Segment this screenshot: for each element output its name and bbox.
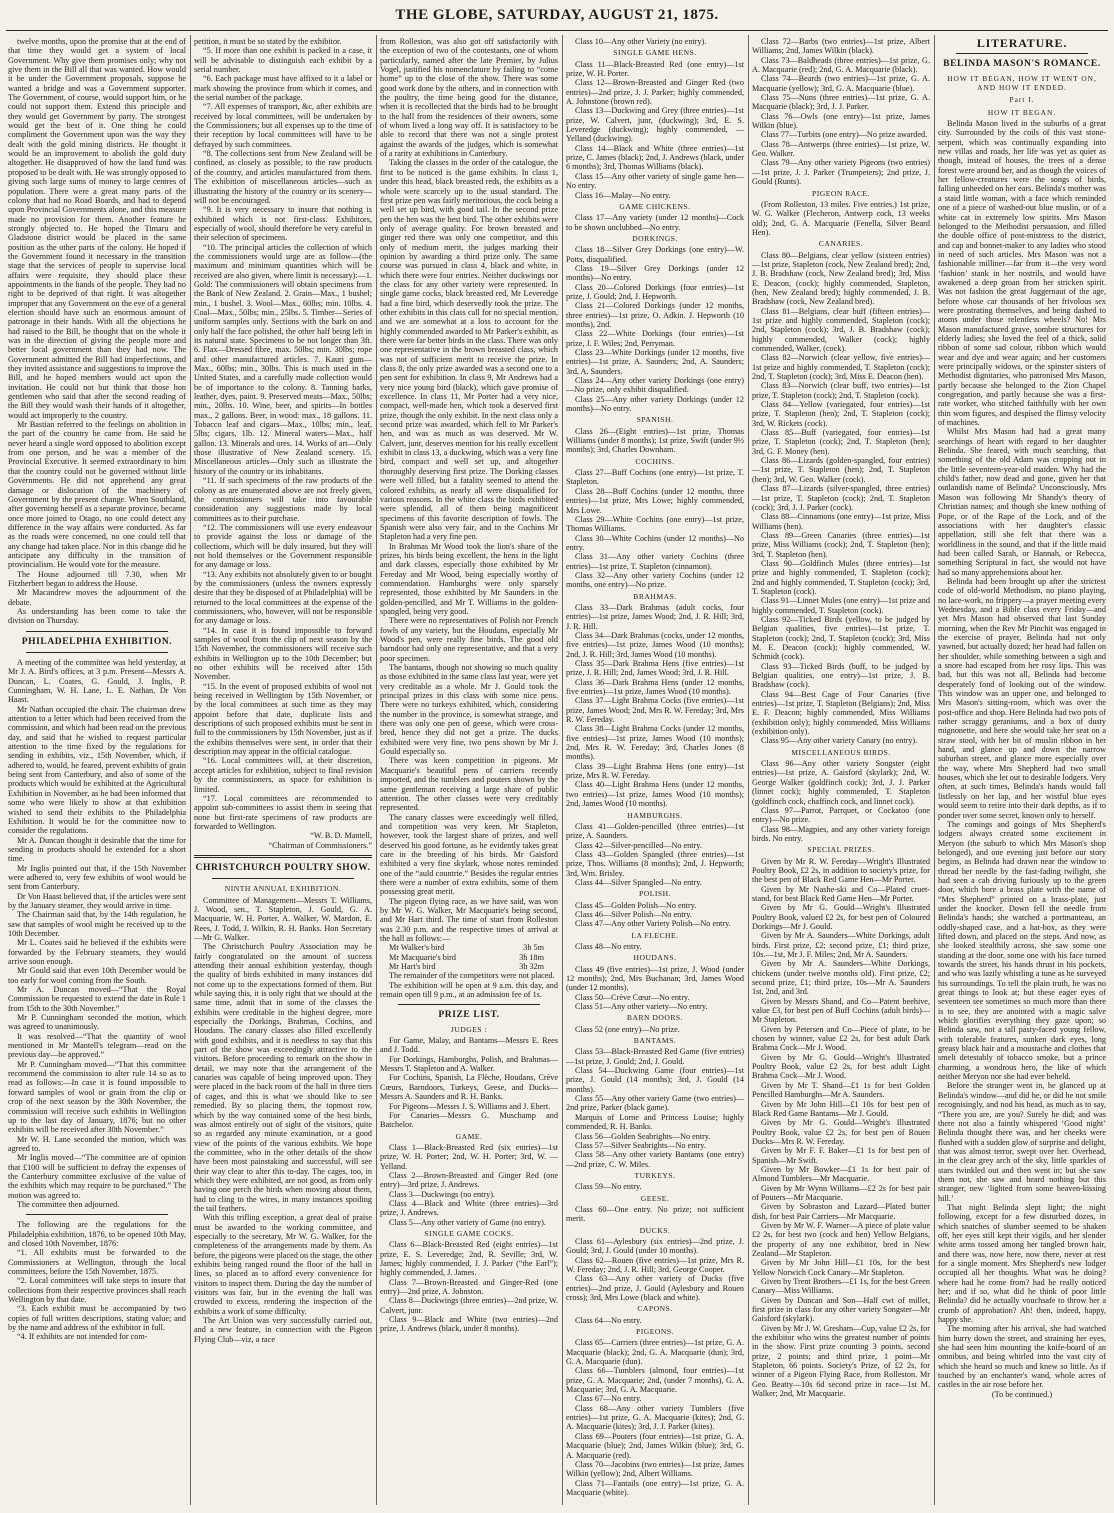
paragraph: Class 79—Any other variety Pigeons (two entries)—1st prize, J. J. Parker (Trumpeters); 2nd prize, J. Gould (Runts). bbox=[752, 158, 930, 187]
paragraph: The remainder of the competitors were not placed. bbox=[389, 971, 555, 981]
paragraph: Class 43—Golden Spangled (three entries)—1st prize, Thos. Williams (8 months); 2nd, J. Hepworth; 3rd, Wm. Brisley. bbox=[566, 849, 744, 878]
paragraph: Class 81—Belgians, clear buff (fifteen entries)—1st prize and highly commended, Stapleton (cock); 2nd, Stapleton (cock); 3rd, J. B. Bradshaw (cock); highly commended, Walker (cock); highly commended, Walker, (cock). bbox=[752, 306, 930, 353]
race-time-row bbox=[380, 943, 558, 952]
paragraph: Class 75—Nuns (three entries)—1st prize, G. A. Macquarie (black); 3rd, J. J. Parker. bbox=[752, 93, 930, 112]
paragraph: Class 36—Dark Brahma Hens (under 12 months, five entries)—1st prize, James Wood (10 months). bbox=[566, 677, 744, 697]
paragraph: Mr Nathan occupied the chair. The chairman drew attention to a letter which had been received from the commission, and which had been read on the previous day, and said that he wished to request particular attention to the time fixed by the regulations for sending in exhibits, viz., 15th November, which, if adhered to, would, he feared, prevent exhibits of grain being sent from Canterbury, and also of some of the products which would be exhibited at the Agricultural Exhibition in November, as he had been informed that some who were likely to show at that exhibition wished to send their exhibits to the Philadelphia Exhibition. It would be for the committee now to consider the regulations. bbox=[8, 704, 186, 836]
category-heading: JUDGES : bbox=[450, 1024, 488, 1034]
paragraph: Class 54—Duckwing Game (four entries)—1st prize, J. Gould (14 months); 3rd, J. Gould (14 months). bbox=[566, 1066, 744, 1094]
race-time: 3h 32m bbox=[519, 962, 544, 972]
paragraph: Mr Inglis moved—“The committee are of opinion that £100 will be sufficient to defray the expenses of the Canterbury committee exclusive of the value of the exhibits which may require to be purchased.” The motion was agreed to. bbox=[8, 1153, 186, 1200]
paragraph: Class 86—Lizards (golden-spangled, four entries)—1st prize, T. Stapleton (hen); 2nd, T. Stapleton (hen); 3rd, W. Geo. Walker (cock). bbox=[752, 456, 930, 484]
paragraph: There were no representatives of Polish nor French fowls of any variety, but the Houdans, especially Mr Wood's pen, were really fine birds. The good old barndoor had only one representative, and that a very poor specimen. bbox=[380, 616, 558, 663]
paragraph: Mr A. Duncan thought it desirable that the time for sending in products should be extended for a short time. bbox=[8, 835, 186, 864]
paragraph: “15. In the event of proposed exhibits of wool not being received in Wellington by 15th November, or by the local committees at such time as they may appoint before that date, duplicate lists and descriptions of such proposed exhibits must be sent in full to the commissioners by 15th November, just as if the exhibits themselves were sent, in order that their description may appear in the official catalogue. bbox=[194, 681, 372, 757]
paragraph: Given by Mr T. Shand—£1 1s for best Golden Pencilled Hamburghs—Mr A. Saunders. bbox=[752, 1080, 930, 1100]
category-heading: PIGEON RACE. bbox=[812, 188, 870, 198]
paragraph: Class 85—Buff (variegated, four entries)—1st prize, T. Stapleton (cock); 2nd, T. Stapleton (hen); 3rd, G. F. Money (hen). bbox=[752, 428, 930, 456]
category-heading: DORKINGS. bbox=[632, 233, 678, 243]
paragraph: Class 90—Goldfinch Mules (three entries)—1st prize and highly commended, T. Stapleton (cock); 2nd and highly commended, T. Stapleton (cock); 3rd, T. Stapleton (cock). bbox=[752, 558, 930, 596]
paragraph: Class 29—White Cochins (one entry)—1st prize, Thomas Williams. bbox=[566, 514, 744, 534]
paragraph: Class 92—Ticked Birds (yellow, to be judged by Belgian qualities, five entries)—1st prize, T. Stapleton (cock); 2nd, T. Stapleton (cock); 3rd, Miss M. E. Deacon (cock); highly commended, W. Schmidt (cock). bbox=[752, 614, 930, 662]
paragraph: Class 27—Buff Cochins (one entry)—1st prize, T. Stapleton. bbox=[566, 468, 744, 487]
paragraph: “13. Any exhibits not absolutely given to or bought by the commissioners (unless the owners expressly desire that they be disposed of at Philadelphia) will be returned to the local committees at the expense of the commissioners, who, however, will not be responsible for any damage or loss. bbox=[194, 569, 372, 626]
paragraph: twelve months, upon the promise that at the end of that time they would get a system of local Government. Why give them promises only; why not give them in the Bill all that was wanted. How would it be under the Government proposals, suppose he wanted a bridge and was a Government supporter. The Government, of course, would support him, or he could not support them. Extend this principle and they would get Government by party. The strongest would get the best of it. One thing he could compliment the Government upon was the way they dealt with the gold mining districts. He thought it would be an improvement to abolish the gold duty altogether. He disapproved of how the land fund was proposed to be dealt with. He was strongly opposed to giving such large sums of money to large centres of population. There were a great many parts of the colony that had no Road Boards, and had to depend upon Provincial Governments alone, and this measure made no provision for them. Another feature he strongly objected to. He hoped the Timaru and Gladstone district would be placed in the same position as the other parts of the colony. He hoped if the Government found it necessary in the transition stage that the services of people to supervise local affairs were requisite, they should place these appointments in the hands of the people. They had no right to be deprived of that right. It was altogether improper that any Government on the eve of a general election should have such an enormous amount of patronage in their hands. With all the objections he had raised to the Bill, he thought that on the whole it was in the direction of giving the people more and better local government than they had now. The Government admitted the Bill had imperfections, and they invited assistance and suggestions to improve the Bill, and he hoped members would act upon the invitation. He could not but think that those hon gentlemen who said that after the second reading of the Bill they would wash their hands of it altogether, would act improperly to the country. bbox=[8, 37, 186, 420]
paragraph: Class 47—Any other Variety Polish—No entry. bbox=[575, 919, 731, 929]
paragraph: “8. The collections sent from New Zealand will be confined, as closely as possible, to the raw products of the country, and articles manufactured from them. The exhibition of miscellaneous articles—such as illustrating the history of the country or its scenery—will not be encouraged. bbox=[194, 149, 372, 205]
paragraph: It was resolved—“That the quantity of wool mentioned in Mr Mantell's telegram—read on the previous day—be approved.” bbox=[8, 1031, 186, 1060]
race-time-row bbox=[380, 962, 558, 971]
paragraph: Class 82—Norwich (clear yellow, five entries)—1st prize and highly commended, T. Stapleton (cock); 2nd, T. Stapleton (cock); 3rd, Miss E. Deacon (hen). bbox=[752, 353, 930, 382]
paragraph: “7. All expenses of transport, &c, after exhibits are received by local committees, will be undertaken by the Commissioners; but all expenses up to the time of their reception by local committees will have to be defrayed by such committees. bbox=[194, 102, 372, 149]
paragraph: The Chairman said that, by the 14th regulation, he saw that samples of wool might be received up to the 10th December. bbox=[8, 910, 186, 938]
paragraph: The committee then adjourned. bbox=[17, 1199, 120, 1209]
paragraph: Class 78—Antwerps (three entries)—1st prize, W. Geo. Walker. bbox=[752, 139, 930, 159]
paragraph: Class 10—Any other Variety (no entry). bbox=[575, 37, 707, 46]
paragraph: Class 58—Any other variety Bantams (one entry)—2nd prize, C. W. Miles. bbox=[566, 1150, 744, 1169]
paragraph: Class 30—White Cochins (under 12 months)—No entry. bbox=[566, 533, 744, 552]
paragraph: Class 16—Malay—No entry. bbox=[575, 190, 671, 200]
paragraph: Class 91—Linnet Mules (one entry)—1st prize and highly commended, T. Stapleton (cock). bbox=[752, 596, 930, 615]
section-rule bbox=[26, 631, 168, 632]
paragraph: The comings and goings of Mrs Shepherd's lodgers always created some excitement in Meryon (the suburb to which Mrs Mason's shop belonged), and one evening just before our story begins, as Belinda had drawn near the window to thread her needle by the fast-fading twilight, she had seen a cab driving furiously up to the green door, which bore a brass plate with the name of “Mrs Shepherd” printed on a brass-plate, just under the knocker. Down fell the needle from Belinda's hands; she watched a portmanteau, an oddly-shaped case, and a hat-box, as they were lifted down, and placed on the steps. And now, as she looked stealthily across, she saw some one standing at the door, some one with his face turned towards the street, his hands thrust in his pockets, and who was lazily whistling a tune as he surveyed his surroundings. To tell the plain truth, he was no great things to look at; but these eager eyes of seventeen see sometimes so much more than there is to see, they are anointed with a magic salve which glorifies everything they gaze upon; so Belinda saw, not a tall pasty-faced young fellow, with tolerable features, sunken dark eyes, long greasy black hair and a moustache and clothes that smelt detestably of tobacco smoke, but a prince charming, a wondrous hero, the like of which neither Meryon nor she had ever beheld. bbox=[938, 819, 1106, 1082]
paragraph: Class 35—Dark Brahma Hens (five entries)—1st prize, J. R. Hill; 2nd, James Wood; 3rd, J. R. Hill. bbox=[566, 659, 744, 678]
paragraph: Class 44—Silver Spangled—No entry. bbox=[575, 877, 702, 887]
race-time: 3h 18m bbox=[519, 952, 544, 962]
paragraph: Class 42—Silver-pencilled—No entry. bbox=[575, 840, 702, 850]
paragraph: Given by Mr Wynn Williams—£2 2s for best pair of Pouters—Mr Macquarie. bbox=[752, 1183, 930, 1202]
paragraph: “3. Each exhibit must be accompanied by two copies of full written descriptions, stating value; and by the name and address of the exhibitor in full. bbox=[8, 1304, 186, 1333]
paragraph: “Chairman of Commissioners.” bbox=[268, 840, 372, 850]
paragraph: Class 57—Silver Seabrights—No entry. bbox=[575, 1140, 706, 1150]
paragraph: Class 48—No entry. bbox=[575, 941, 642, 951]
column-5 bbox=[752, 37, 930, 1503]
paragraph: Given by Mr John Hill—£1 10s, for the best Yellow Norwich Cock Canary—Mr Stapleton. bbox=[752, 1258, 930, 1277]
column-2 bbox=[194, 37, 372, 1503]
paragraph: (To be continued.) bbox=[991, 1389, 1053, 1399]
paragraph: “12. The commissioners will use every endeavour to provide against the loss or damage of the collections, which will be duly insured, but they will not hold themselves or the Government responsible for any damage or loss. bbox=[194, 522, 372, 570]
paragraph: Class 53—Black-Breasted Red Game (five entries)—1st prize, J. Gould; 2nd, J. Gould. bbox=[566, 1047, 744, 1066]
category-heading: SPANISH. bbox=[636, 415, 674, 425]
paragraph: Class 20—Colored Dorkings (four entries)—1st prize, J. Gould; 2nd, J. Hepworth. bbox=[566, 282, 744, 301]
paragraph: Class 94—Best Cage of Four Canaries (five entries)—1st prize, T. Stapleton (Belgians); 2nd, Miss E. F. Deacon; highly commended, Miss Williams (exhibition only); highly commended, Miss Williams (exhibition only). bbox=[752, 689, 930, 737]
paragraph: Class 19—Silver Grey Dorkings (under 12 months)—No entry. bbox=[566, 263, 744, 283]
paragraph: Class 37—Light Brahma Cocks (five entries)—1st prize, James Wood; 2nd, Mrs R. W. Fereday; 3rd, Mrs R. W. Fereday. bbox=[566, 696, 744, 725]
paragraph: Class 89—Green Canaries (three entries)—1st prize, Miss Williams (cock); 2nd, T. Stapleton (hen); 3rd, T. Stapleton (hen). bbox=[752, 530, 930, 559]
paragraph: For Canaries—Messrs G. Muschamp and Batchelor. bbox=[380, 1110, 558, 1130]
paragraph: Class 33—Dark Brahmas (adult cocks, four entries)—1st prize, James Wood; 2nd, J. R. Hill; 3rd, J. R. Hill. bbox=[566, 602, 744, 631]
paragraph: Class 8—Duckwings (three entries)—2nd prize, W. Calvert, junr. bbox=[380, 1296, 558, 1315]
column-1 bbox=[8, 37, 186, 1503]
paragraph: For Pigeons—Messrs J. S. Williams and J. Ebert. bbox=[389, 1101, 551, 1111]
category-heading: COCHINS. bbox=[635, 456, 675, 466]
section-heading: PHILADELPHIA EXHIBITION. bbox=[21, 636, 173, 647]
sub-heading: HOW IT BEGAN, HOW IT WENT ON, AND HOW IT ENDED. bbox=[947, 73, 1097, 93]
category-heading: BARN DOORS. bbox=[626, 1013, 684, 1023]
category-heading: SPECIAL PRIZES. bbox=[807, 845, 875, 855]
paragraph: Before the stranger went in, he glanced up at Belinda's window—and did he, or did he not smile recognisingly, and nod his head, as much as to say, “There you are, are you? Surely he did; and was there not also a faintly whispered ‘Good night’ Belinda thought there was, and her cheeks were flushed with a sudden glow of surprise and delight, that was almost terror, swept over her. Overhead, in the clear grey arch of the sky, little sparkles of stars twinkled out and then went in; but she saw them not, she saw and heard nothing but this stranger, new ‘lighted from some heaven-kissing hill.’ bbox=[938, 1081, 1106, 1203]
paragraph: Class 31—Any other variety Cochins (three entries)—1st prize, T. Stapleton (cinnamon). bbox=[566, 552, 744, 571]
newspaper-title: THE GLOBE, SATURDAY, AUGUST 21, 1875. bbox=[395, 7, 719, 23]
paragraph: Class 49 (five entries)—1st prize, J. Wood (under 12 months); 2nd, Mrs Buchanan; 3rd, James Wood (under 12 months). bbox=[566, 964, 744, 993]
section-heading: CHRISTCHURCH POULTRY SHOW. bbox=[195, 862, 371, 873]
paragraph: Class 96—Any other variety Songster (eight entries)—1st prize, A. Gaisford (skylark); 2nd, W. George Walker (goldfinch cock); 3rd, J. J. Parker (linnet cock); highly commended, T. Stapleton (goldfinch cock, chaffinch cock, and linnet cock). bbox=[752, 759, 930, 806]
paragraph: Class 9—Black and White (two entries)—2nd prize, J. Andrews (black, under 8 months). bbox=[380, 1315, 558, 1334]
paragraph: Class 23—White Dorkings (under 12 months, five entries)—1st prize, A. Saunders; 2nd, A. Saunders; 3rd, A. Saunders. bbox=[566, 348, 744, 376]
paragraph: Mr P. Cunningham moved—“That this committee recommend the commission to alter rule 14 so as to read as follows:—In case it is found impossible to forward samples of wool or grain from the clip or crop of the next season by the 30th November, the commission will receive such exhibits in Wellington up to the last day of January, 1876; but no other exhibits will be received after 30th November.” bbox=[8, 1059, 186, 1135]
category-heading: SINGLE GAME HENS. bbox=[613, 48, 697, 58]
paragraph: Class 26—(Eight entries)—1st prize, Thomas Williams (under 8 months); 1st prize, Swift (under 9½ months); 3rd, Charles Downham. bbox=[566, 426, 744, 455]
category-heading: POLISH. bbox=[639, 889, 671, 899]
paragraph: Class 68—Any other variety Tumblers (five entries)—1st prize, G. A. Macquarie (kites); 2nd, G. A. Macquarie (kites); 3rd, J. J. Parker (kites). bbox=[566, 1403, 744, 1432]
category-heading: GAME CHICKENS. bbox=[619, 201, 691, 211]
paragraph: “1. All exhibits must be forwarded to the Commissioners at Wellington, through the local committees, before the 15th November, 1875. bbox=[8, 1248, 186, 1276]
section-rule bbox=[398, 1004, 540, 1005]
paragraph: Class 64—No entry. bbox=[575, 1315, 642, 1325]
category-heading: BRAHMAS. bbox=[633, 591, 677, 601]
paragraph: Class 50—Crève Cœur—No entry. bbox=[575, 992, 690, 1002]
paragraph: Class 87—Lizards (silver-spangled, three entries)—1st prize, T. Stapleton (cock); 2nd, T. Stapleton (cock); 3rd, J. J. Parker (cock). bbox=[752, 484, 930, 512]
column-4 bbox=[566, 37, 744, 1503]
paragraph: Mr W. H. Lane seconded the motion, which was agreed to. bbox=[8, 1134, 186, 1153]
section-heading: BELINDA MASON'S ROMANCE. bbox=[943, 59, 1101, 70]
paragraph: Class 97—Parrot, Parrquet, or Cockatoo (one entry)—No prize. bbox=[752, 805, 930, 825]
column-divider bbox=[562, 35, 563, 1505]
section-rule bbox=[212, 878, 354, 879]
paragraph: Class 40—Light Brahma Hens (under 12 months, two entries)—1st prize, James Wood (10 months); 2nd, James Wood (10 months). bbox=[566, 780, 744, 809]
paragraph: Mr Macandrew moves the adjournment of the debate. bbox=[8, 588, 186, 607]
paragraph: Class 7—Brown-Breasted and Ginger-Red (one entry)—2nd prize, A. Johnston. bbox=[380, 1277, 558, 1297]
paragraph: Class 69—Pouters (four entries)—1st prize, G. A. Macquarie (blue); 2nd, James Wilkin (blue); 3rd, G. A. Macquarie (red). bbox=[566, 1431, 744, 1460]
paragraph: “6. Each package must have affixed to it a label or mark showing the province from which it comes, and the serial number of the package. bbox=[194, 74, 372, 103]
section-heading: PRIZE LIST. bbox=[438, 1010, 500, 1021]
section-rule bbox=[26, 652, 168, 653]
paragraph: Class 3—Duckwings (no entry). bbox=[389, 1189, 495, 1199]
paragraph: Class 65—Carriers (three entries)—1st prize, G. A. Macquarie (black); 2nd, G. A. Macquarie (dun); 3rd, G. A. Macquarie (dun). bbox=[566, 1338, 744, 1367]
paragraph: Class 15—Any other variety of single game hen—No entry. bbox=[566, 171, 744, 191]
paragraph: Given by Mr A. Saunders—White Dorkings, chickens (under twelve months old). First prize, £2; second prize, £1; third prize, 10s—Mr A. Saunders 1st, 2nd, and 3rd. bbox=[752, 959, 930, 997]
category-heading: TURKEYS. bbox=[634, 1170, 676, 1180]
literature-heading: LITERATURE. bbox=[976, 37, 1068, 50]
race-time: 3h 5m bbox=[523, 943, 544, 953]
paragraph: Mr Inglis pointed out that, if the 15th November were adhered to, very few exhibits of wool would be sent from Canterbury. bbox=[8, 863, 186, 892]
paragraph: The bantams, though not showing so much quality as those exhibited in the same class last year, were yet very creditable as a whole. Mr J. Gould took the principal prizes in this class with some nice pens. There were no turkeys exhibited, which, considering the number in the province, is somewhat strange, and there was only one pen of geese, which were cross-bred, hence they did not get a prize. The ducks exhibited were very fine, two pens shown by Mr J. Gould especially so. bbox=[380, 663, 558, 757]
paragraph: Given by Mr Bowker—£1 1s for best pair of Almond Tumblers—Mr Macquarie. bbox=[752, 1164, 930, 1184]
paragraph: Mr L. Coates said he believed if the exhibits were forwarded by the February steamers, they would arrive soon enough. bbox=[8, 938, 186, 966]
category-heading: DUCKS. bbox=[639, 1225, 671, 1235]
paragraph: Class 67—No entry. bbox=[575, 1394, 642, 1404]
paragraph: petition, it must be so stated by the exhibitor. bbox=[194, 37, 342, 46]
category-heading: LA FLECHE. bbox=[631, 930, 679, 940]
paragraph: Class 38—Light Brahma Cocks (under 12 months, five entries)—1st prize, James Wood (10 months); 2nd, Mrs R. W. Fereday; 3rd, Charles Jones (8 months). bbox=[566, 724, 744, 762]
category-heading: MISCELLANEOUS BIRDS. bbox=[791, 747, 891, 757]
paragraph: Class 4—Black and White (three entries)—3rd prize, J. Andrews. bbox=[380, 1198, 558, 1218]
category-heading: NINTH ANNUAL EXHIBITION. bbox=[224, 884, 342, 894]
paragraph: Class 13—Duckwing and Grey (three entries)—1st prize, W. Calvert, junr, (duckwing); 3rd, E. S. Leveredge (duckwing); highly commended, — Yelland (duckwing). bbox=[566, 106, 744, 144]
paragraph: Class 84—Yellow (variegated, four entries)—1st prize, T. Stapleton (hen); 2nd, T. Stapleton (cock); 3rd, W. Rickets (cock). bbox=[752, 400, 930, 428]
paragraph: “W. B. D. Mantell, bbox=[310, 831, 372, 841]
paragraph: Class 14—Black and White (three entries)—1st prize, C. James (black); 2nd, J. Andrews (black, under 6 months); 3rd, Thomas Williams (black). bbox=[566, 143, 744, 172]
column-divider bbox=[748, 35, 749, 1505]
paragraph: Given by Duncan and Son—Half cwt of millet, first prize in class for any other variety Songster—Mr Gaisford (skylark). bbox=[752, 1295, 930, 1324]
section-rule bbox=[26, 1214, 168, 1215]
race-bird: Mr Hart's bird bbox=[389, 962, 436, 972]
paragraph: Class 59—No entry. bbox=[575, 1182, 642, 1192]
paragraph: That night Belinda slept light; the night following, except for a few disturbed dozes, in which snatches of slumber seemed to be shaken off, her eyes still kept their vigils, and her slender white arms tossed among her tangled brown hair, and there was, now here, now there, never at rest for a single moment. Mrs Shepherd's new lodger occupied all her thoughts. What was he doing? where had he come from? had he really noticed her; and if so, what did he think of poor little Belinda? did he actually vouchsafe to throw her a crumb of approbation? Ah! then, indeed, happy, happy she. bbox=[938, 1202, 1106, 1325]
paragraph: Class 98—Magpies, and any other variety foreign birds. No entry. bbox=[752, 824, 930, 843]
paragraph: Taking the classes in the order of the catalogue, the first to be noticed is the game exhibits. In class 1, under this head, black breasted reds, the exhibits as a whole were scarcely up to the usual standard. The first prize pen was fairly meritorious, the cock being a well set up bird, with good tail. In the second prize pen the hen was the best bird. The other exhibits were only of average quality. For brown breasted and ginger red there was only one competitor, and this only of medium merit, the judges marking their opinion by awarding a third prize only. The same course was pursued in class 4, black and white, in which there were four entries. Neither duckwings nor the class for any other variety were represented. In single game cocks, black breasted red, Mr Leveredge had a fine bird, which deservedly took the prize. The other exhibits in this class call for no special mention, and we are somewhat at a loss to account for the highly commended awarded to Mr Parker's exhibit, as there were far better birds in the class. There was only one representative in the brown breasted class, which was not of sufficient merit to receive the prize. In class 8, the only prize awarded was a second one to a pen sent for exhibition. In class 9, Mr Andrews had a very nice young bird (black), which gave promise of excellence. In class 11, Mr Porter had a very nice, compact, well-made hen, which took a deserved first prize, though the only exhibit. In the next class only a second prize was awarded, which fell to Mr Parker's hen, and was as much as was deserved. Mr W. Calvert, junr, deserves mention for his really excellent exhibit in class 13, a duckwing, which was a very fine bird, compact and well set up, and altogether thoroughly deserving first prize. The Dorking classes were well filled, but a fatality seemed to attend the colored exhibits, as nearly all were disqualified for various reasons. In the white class the birds exhibited were splendid, all of them being magnificent specimens of this favorite description of fowls. The Spanish were also very fair, and in the Cochins Mr Stapleton had a very fine pen. bbox=[380, 158, 558, 542]
paragraph: Class 45—Golden Polish—No entry. bbox=[575, 900, 697, 910]
header-rule bbox=[6, 30, 1108, 31]
paragraph: Class 32—Any other variety Cochins (under 12 months, one entry)—No prize. bbox=[566, 570, 744, 590]
paragraph: “5. If more than one exhibit is packed in a case, it will be advisable to distinguish each exhibit by a serial number. bbox=[194, 46, 372, 75]
paragraph: (From Rolleston, 13 miles. Five entries.) 1st prize, W. G. Walker (Flecheron, Antwerp cock, 13 weeks old); 2nd, G. A. Macquarie (Fenella, Silver Beard Hen). bbox=[752, 199, 930, 237]
category-heading: PIGEONS. bbox=[636, 1327, 674, 1337]
paragraph: Class 56—Golden Seabrights—No entry. bbox=[575, 1131, 711, 1141]
category-heading: GAME. bbox=[455, 1131, 483, 1141]
paragraph: Class 95—Any other variety Canary (no entry). bbox=[761, 736, 918, 746]
paragraph: Given by Messrs Shand, and Co—Patent beehive, value £3, for best pen of Buff Cochins (adult birds)—Mr Stapleton. bbox=[752, 996, 930, 1025]
paragraph: The Christchurch Poultry Association may be fairly congratulated on the amount of success attending their annual exhibition yesterday, though the quality of birds exhibited in many instances did not come up to the expectations formed of them. But while saying this, it is only right that we should at the same time, admit that in some of the classes the exhibits were creditable in the highest degree, more especially the Dorkings, Brahmas, Cochins, and Houdans. The canary classes also filled excellently with good exhibits, and it is needless to say that this part of the show was exceedingly attractive to the visitors. Before proceeding to remark on the show in detail, we may note that the arrangement of the canaries was capable of being improved upon. They were placed in the back room of the hall in three tiers of cages, and this is what we should like to see remedied. By so placing them, the topmost row, which by the way contained some of the best birds, was almost entirely out of sight of the visitors, quite so as regarded any minute examination, or a good view of the points of the various exhibits. We hope the committee, who in the other details of the show have been most painstaking and successful, will see their way clear to alter this to-day. The cages, too, in which they were exhibited, are not good, as from only having one perch the birds when moving about them, had to cling to the wires, in many instances spoiling the tail feathers. bbox=[194, 942, 372, 1213]
column-divider bbox=[190, 35, 191, 1505]
paragraph: Given by Mr G. Gould—Wright's Illustrated Poultry Book, value £2 2s, for best pen of Rouen Ducks—Mrs R. W. Fereday. bbox=[752, 1118, 930, 1146]
paragraph: For Game, Malay, and Bantams—Messrs E. Rees and J. Todd. bbox=[380, 1036, 558, 1055]
paragraph: Belinda Mason lived in the suburbs of a great city. Surrounded by the coils of this vast stone-serpent, which was continually expanding into new villas and roads, her life was yet as quiet as though, instead of houses, the trees of a dense forest were around her, and as though the voices of her fellow-creatures were the songs of birds, falling unheeded on her ears. Belinda's mother was a staid little woman, with a face which reminded one of a piece of washed-out blue muslin, or of a white cat in extremely low spirits. Mrs Mason belonged to the Methodist persuasion, and filled the double office of post-mistress to the district, and cap and bonnet-maker to any ladies who stood in need of such articles. Mrs Mason was not a fashionable milliner—far from it—the very word ‘fashion’ stank in her nostrils, and would have awakened a deep groan from her stricken spirit. Was not fashion the great Juggernaut of the age, before whose car thousands of her frivolous sex were prostrating themselves, and being dashed to atoms under those relentless wheels? No! Mrs Mason manufactured grave, sombre structures for elderly ladies; she loved the feel of a thick, solid ribbon of some sad colour, ribbon which would wear and dye and wear again; and her customers were principally widows, or the spinster sisters of Methodist dignitaries, who patronised Mrs Mason, partly because she belonged to the Zion Chapel congregation, and partly because she was a first-rate worker, who stitched faithfully with her own thin worn figures, and despised the flimsy velocity of machines. bbox=[938, 119, 1106, 428]
paragraph: Given by Petersen and Co—Piece of plate, to be chosen by winner, value £2 2s, for best adult Dark Brahma Cock—Mr J. Wood. bbox=[752, 1024, 930, 1053]
paragraph: Class 34—Dark Brahmas (cocks, under 12 months, five entries)—1st prize, James Wood (10 months); 2nd, J. R. Hill; 3rd, James Wood (10 months). bbox=[566, 630, 744, 659]
race-time-row bbox=[380, 953, 558, 962]
paragraph: “4. If exhibits are not intended for com- bbox=[17, 1332, 148, 1342]
paragraph: “10. The principal articles the collection of which the commissioners would urge are as follow—(the maximum and minimum quantities which will be received are also given, where limit is necessary):—1. Gold: The commissioners will obtain specimens from the Bank of New Zealand. 2. Grain—Max., 1 bushel; min., 1 bushel. 3. Wool—Max., 60lbs; min. 10lbs. 4. Coal—Max., 50lbs; min., 25lbs. 5. Timber—Series of uniform samples only. Sections with the bark on and only half the face polished, the other half being left in its natural state. Specimens to be not longer than 3ft. 6. Flax—Dressed fibre, max. 50lbs; min. 30lbs; rope and other manufactured articles. 7. Kauri gum—Max., 60lbs; min., 30lbs. This is much used in the United States, and a carefully made collection would be of importance to the colony. 8. Tanning barks, leather, dyes, paint. 9. Preserved meats—Max., 50lbs; min., 20lbs. 10. Wine, beer, and spirits—In bottles max., 2 gallons. Beer, in wood: max., 18 gallons. 11. Tobacco leaf and cigars—Max., 10lbs; min., leaf, 5lbs; cigars, 1lb. 12. Mineral waters—Max., half gallon. 13. Minerals and ores. 14. Works of art—Only those illustrative of New Zealand scenery. 15. Miscellaneous articles—Only such as illustrate the history of the country or its inhabitants. bbox=[194, 242, 372, 476]
paragraph: “16. Local committees will, at their discretion, accept articles for exhibition, subject to final revision by the commissioners, as space for exhibition is limited. bbox=[194, 756, 372, 794]
paragraph: Class 46—Silver Polish—No entry. bbox=[575, 909, 692, 919]
column-divider bbox=[376, 35, 377, 1505]
paragraph: Given by Mr G. Gould—Wright's Illustrated Poultry Book, valued £2 2s, for best pen of Coloured Dorkings—Mr J. Gould. bbox=[752, 903, 930, 931]
paragraph: Marquis of Lorne and Princess Louise; highly commended, R. H. Banks. bbox=[566, 1112, 744, 1132]
paragraph: Class 6—Black-Breasted Red (eight entries)—1st prize, E. S. Leveredge; 2nd, R. Seville; 3rd, W. James; highly commended, J. J. Parker (“the Earl”); highly commended, J. James. bbox=[380, 1240, 558, 1278]
paragraph: A meeting of the committee was held yesterday, at Mr J. A. Bird's offices, at 3 p.m. Present—Messrs A. Duncan, L. Coates, G. Gould, J. Inglis, P. Cunningham, W. H. Lane, L. E. Nathan, Dr Von Haast. bbox=[8, 658, 186, 705]
paragraph: For Dorkings, Hamburghs, Polish, and Brahmas—Messrs T. Stapleton and A. Walker. bbox=[380, 1054, 558, 1074]
paragraph: The morning after his arrival, she had watched him hurry down the street, and straining her eyes, she had seen him mounting the knife-board of an omnibus, and being whirled into the vast city of which she heard so much and knew so little. As if touched by an enchanter's wand, whole acres of castles in the air rose before her. bbox=[938, 1324, 1106, 1390]
paragraph: Class 61—Aylesbury (six entries)—2nd prize, J. Gould; 3rd, J. Gould (under 10 months). bbox=[566, 1236, 744, 1256]
paragraph: Committee of Management—Messrs T. Williams, J. Wood, sen., T. Stapleton, J. Gould, G. A. Macquarie, W. H. Porter, A. Walker, W. Mardon, E. Rees, J. Todd, J. Wilkin, R. H. Banks. Hon Secretary—Mr G. Walker. bbox=[194, 895, 372, 942]
paragraph: Class 83—Norwich (clear buff, two entries)—1st prize, T. Stapleton (cock); 2nd, T. Stapleton (cock). bbox=[752, 381, 930, 400]
paragraph: “9. It is very necessary to insure that nothing is exhibited which is not first-class. Exhibitors, especially of wool, should therefore be very careful in their selection of specimens. bbox=[194, 205, 372, 243]
paragraph: Class 41—Golden-pencilled (three entries)—1st prize, A. Saunders. bbox=[566, 821, 744, 841]
masthead bbox=[0, 0, 1114, 32]
category-heading: BANTAMS. bbox=[633, 1036, 677, 1046]
paragraph: As understanding has been come to take the division on Thursday. bbox=[8, 606, 186, 626]
paragraph: The canary classes were exceedingly well filled, and competition was very keen. Mr Stapleton, however, took the largest share of prizes, and well deserved his good fortune, as he evidently takes great care in the breeding of his birds. Mr Gaisford exhibited a very fine skylark, whose notes reminded one of the “auld countrie.” Besides the regular entries there were a number of extra exhibits, some of them possessing great merit. bbox=[380, 812, 558, 897]
paragraph: Given by Mr G. Gould—Wright's Illustrated Poultry Book, value £2 2s, for best adult Light Brahma Cock—Mr J. Wood. bbox=[752, 1052, 930, 1081]
section-rule bbox=[956, 53, 1088, 54]
paragraph: Class 74—Beards (two entries)—1st prize, G. A. Macquarie (yellow); 3rd, G. A. Macquarie (blue). bbox=[752, 74, 930, 93]
paragraph: Class 63—Any other variety of Ducks (five entries)—2nd prize, J. Gould (Aylesbury and Rouen cross); 3rd, Mrs Lowe (black and white). bbox=[566, 1274, 744, 1302]
sub-heading: Part I. bbox=[1009, 95, 1035, 105]
paragraph: Given by Mr John Hill—£1 10s for best pen of Black Red Game Bantams—Mr J. Gould. bbox=[752, 1099, 930, 1118]
paragraph: Class 39—Light Brahma Hens (one entry)—1st prize, Mrs R. W. Fereday. bbox=[566, 761, 744, 781]
paragraph: “17. Local committees are recommended to appoint sub-committees to assist them in seeing that none but first-rate specimens of raw products are forwarded to Wellington. bbox=[194, 793, 372, 831]
paragraph: Mr A. Duncan moved—“That the Royal Commission be requested to extend the date in Rule 1 from 15th to the 30th November.” bbox=[8, 985, 186, 1013]
paragraph: Given by Mr Nashe-ski and Co—Plated cruet-stand, for best Black Red Game Hen—Mr Porter. bbox=[752, 884, 930, 903]
paragraph: Class 55—Any other variety Game (two entries)—2nd prize, Parker (black game). bbox=[566, 1094, 744, 1113]
paragraph: Class 12—Brown-Breasted and Ginger Red (two entries)—2nd prize, J. J. Parker; highly commended, A. Johnstone (brown red). bbox=[566, 78, 744, 107]
paragraph: Class 28—Buff Cochins (under 12 months, three entries)—1st prize, Mrs Lowe; highly commended, Mrs Lowe. bbox=[566, 486, 744, 515]
paragraph: Class 88—Cinnamons (one entry)—1st prize, Miss Williams (hen). bbox=[752, 512, 930, 531]
paragraph: Class 93—Ticked Birds (buff, to be judged by Belgian qualities, one entry)—1st prize, J. B. Bradshaw (cock). bbox=[752, 661, 930, 690]
paragraph: Mr Bastian referred to the feelings on abolition in the part of the country he came from. He said he never heard a single word opposed to abolition except from one person, and he was a member of the Provincial Executive. It seemed extraordinary to him that the country could not be governed without little Governments. He did not apprehend any great damage or dislocation of the machinery of Government by the present change. When Southland, after governing herself as a separate province, became once more joined to Otago, no one could detect any difference in the way affairs were conducted. As far as the roads were concerned, no one could tell that any change had taken place. Nor in this change did he anticipate any difficulty in the transition of provincialism. He would vote for the measure. bbox=[8, 420, 186, 570]
paragraph: “14. In case it is found impossible to forward samples of wool from the clip of next season by the 15th November, the commissioners will receive such exhibits in Wellington up to the 10th December; but no other exhibits will be received after 15th November. bbox=[194, 625, 372, 682]
column-6 bbox=[938, 37, 1106, 1503]
paragraph: Mr P. Cunningham seconded the motion, which was agreed to unanimously. bbox=[8, 1013, 186, 1032]
category-heading: HAMBURGHS. bbox=[627, 810, 683, 820]
paragraph: Class 1—Black-Breasted Red (six entries)—1st prize, W. H. Porter; 2nd, W. H. Porter; 3rd, W. — Yelland. bbox=[380, 1142, 558, 1171]
paragraph: With this trifling exception, a great deal of praise must be awarded to the working committee, and especially to the secretary, Mr W. G. Walker, for the completeness of the arrangements made by them. As before, the pigeons were placed on the stage, the other exhibits being ranged round the floor of the hall in lines, so placed as to afford every convenience for visitors to inspect them. During the day the number of visitors was fair, but in the evening the hall was crowded to excess, rendering the inspection of the exhibits a work of some difficulty. bbox=[194, 1213, 372, 1316]
paragraph: Class 52 (one entry)—No prize. bbox=[575, 1024, 680, 1034]
paragraph: “2. Local committees will take steps to insure that collections from their respective provinces shall reach Wellington by that date. bbox=[8, 1276, 186, 1305]
paragraph: Class 25—Any other variety Dorkings (under 12 months)—No entry. bbox=[566, 394, 744, 414]
paragraph: Given by Trent Brothers—£1 1s, for the best Green Canary—Miss Williams. bbox=[752, 1277, 930, 1296]
paragraph: Given by Sobraston and Lazard—Plated butter dish, for best Pair Carriers—Mr Macquarie. bbox=[752, 1202, 930, 1221]
paragraph: Class 71—Fantails (one entry)—1st prize, G. A. Macquarie (white). bbox=[566, 1478, 744, 1497]
paragraph: Given by Mr R. W. Fereday—Wright's Illustrated Poultry Book, £2 2s, in addition to society's prize, for the best pen of Black Red Game Hen—Mr Porter. bbox=[752, 856, 930, 885]
column-divider bbox=[934, 35, 935, 1505]
category-heading: CANARIES. bbox=[818, 239, 864, 249]
paragraph: Class 11—Black-Breasted Red (one entry)—1st prize, W. H. Porter. bbox=[566, 59, 744, 79]
race-bird: Mr Walker's bird bbox=[389, 943, 445, 953]
paragraph: Class 62—Rouen (five entries)—1st prize, Mrs R. W. Fereday; 2nd, J. R. Hill; 3rd, George Cooper. bbox=[566, 1255, 744, 1274]
category-heading: HOUDANS. bbox=[633, 953, 677, 963]
paragraph: “11. If such specimens of the raw products of the colony as are enumerated above are not freely given, the commissioners will take into favourable consideration any suggestions made by local committees as to their purchase. bbox=[194, 476, 372, 523]
column-3 bbox=[380, 37, 558, 1503]
paragraph: Given by Mr J. W. Gresham—Cup, value £2 2s, for the exhibitor who wins the greatest number of points in the show. First prize counting 3 points, second prize, 2 points; and third prize, 1 point—Mr Stapleton, 66 points. Society's Prize, of £2 2s, for winner of a Pigeon Flying Race, from Rolleston. Mr Geo. Beatty—10s 6d second prize in race—1st M. Walker; 2nd, Mr Macquarie. bbox=[752, 1323, 930, 1399]
paragraph: The House adjourned till 7.30, when Mr Fitzherbert began to address the House. bbox=[8, 569, 186, 588]
paragraph: Given by Mr F. F. Baker—£1 1s for best pen of Spanish—Mr Swift. bbox=[752, 1146, 930, 1165]
paragraph: The Art Union was very successfully carried out, and a new feature, in connection with the Pigeon Flying Club—viz, a race bbox=[194, 1316, 372, 1344]
paragraph: The pigeon flying race, as we have said, was won by Mr W. G. Walker, Mr Macquarie's being second, and Mr Hart third. The time of start from Rolleston was 2.30 p.m. and the respective times of arrival at the hall as follows:— bbox=[380, 896, 558, 943]
paragraph: Mr Gould said that even 10th December would be too early for wool coming from the South. bbox=[8, 966, 186, 985]
race-bird: Mr Macquarie's bird bbox=[389, 952, 456, 962]
paragraph: Given by Mr A. Saunders—White Dorkings, adult birds. First prize, £2; second prize, £1; third prize, 10s.—1st, Mr J. F. Miles; 2nd, Mr A. Saunders. bbox=[752, 931, 930, 959]
paragraph: Class 21—Colored Dorkings (under 12 months, three entries)—1st prize, O. Adkin. J. Hepworth (10 months), 2nd. bbox=[566, 301, 744, 329]
category-heading: GEESE. bbox=[640, 1193, 670, 1203]
paragraph: Class 73—Baldheads (three entries)—1st prize, G. A. Macquarie (red); 2nd, G. A. Macquarie (black). bbox=[752, 55, 930, 75]
paragraph: The exhibition will be open at 9 a.m. this day, and remain open till 9 p.m., at an admission fee of 1s. bbox=[380, 980, 558, 1000]
paragraph: Class 2—Brown-Breasted and Ginger Red (one entry)—3rd prize, J. Andrews. bbox=[380, 1170, 558, 1190]
paragraph: In Brahmas Mr Wood took the lion's share of the prizes, his birds being excellent, the hens in the light and dark classes, especially those exhibited by Mr Fereday and Mr Wood, being especially worthy of commendation. Hamburghs were only sparsely represented, those exhibited by Mr Saunders in the golden-pencilled, and Mr T. Williams in the golden-spangled, being very good. bbox=[380, 541, 558, 616]
paragraph: There was keen competition in pigeons. Mr Macquarie's beautiful pens of carriers recently imported, and the tumblers and pouters shown by the same gentleman receiving a large share of public attention. The other classes were very creditably represented. bbox=[380, 756, 558, 813]
paragraph: Class 51—Any other variety—No entry. bbox=[575, 1002, 708, 1012]
paragraph: Class 18—Silver Grey Dorkings (one entry)—W. Potts, disqualified. bbox=[566, 245, 744, 264]
paragraph: Class 77—Turbits (one entry)—No prize awarded. bbox=[761, 130, 928, 140]
category-heading: CAPONS. bbox=[637, 1304, 673, 1314]
paragraph: Class 22—White Dorkings (four entries)—1st prize, J. F. Wiles; 2nd, Perryman. bbox=[566, 329, 744, 348]
sub-heading: HOW IT BEGAN. bbox=[987, 107, 1057, 117]
paragraph: Class 72—Barbs (two entries)—1st prize, Albert Williams; 2nd, James Wilkin (black). bbox=[752, 37, 930, 56]
paragraph: Class 80—Belgians, clear yellow (sixteen entries)—1st prize, Stapleton (cock, New Zealand bred); 2nd, J. B. Bradshaw (cock, New Zealand bred); 3rd, Miss E. Deacon, (cock); highly commended, Stapleton, (hen, New Zealand bred); highly commended, J. B. Bradshaw (cock, New Zealand bred). bbox=[752, 250, 930, 307]
paragraph: Class 66—Tumblers (almond, four entries)—1st prize, G. A. Macquarie; 2nd, (under 7 months), G. A. Macquarie; 3rd, G. A. Macquarie. bbox=[566, 1366, 744, 1395]
paragraph: For Cochins, Spanish, La Flèche, Houdans, Crève Cœurs, Barndoors, Turkeys, Geese, and Ducks—Messrs A. Saunders and R. H. Banks. bbox=[380, 1073, 558, 1102]
paragraph: The following are the regulations for the Philadelphia exhibition, 1876, to be opened 10th May, and closed 10th November, 1876: bbox=[8, 1220, 186, 1248]
paragraph: Dr Von Haast believed that, if the articles were sent by the January steamer, they would arrive in time. bbox=[8, 891, 186, 910]
category-heading: SINGLE GAME COCKS. bbox=[424, 1228, 514, 1238]
paragraph: Given by Mr W. F. Warner—A piece of plate value £2 2s, for best two (cock and hen) Yellow Belgians, the property of any one exhibitor, bred in New Zealand—Mr Stapleton. bbox=[752, 1220, 930, 1258]
paragraph: Belinda had been brought up after the strictest code of old-world Methodism, no piano playing, no lace-work, no frippery—a prayer meeting every Wednesday, and a Bible class every Friday—and yet Mrs Mason had observed that last Sunday morning, when the Rev Mr Pinchit was engaged in the exercise of prayer, Belinda had not only yawned, but actually dozed; her head had fallen on her shoulder, while something between a sigh and a snore had escaped from her rosy lips. This was bad, but this was not all, Belinda had become desperately fond of looking out of the window. This window was an upper one, and belonged to Mrs Mason's sitting-room, which was over the post-office and shop. Here Belinda had two pots of rather scraggy geraniums, and a box of dusty mignonette, and here she would take her seat on a straw stool, with her bit of muslin ribbon in her hand, and glance up and down the narrow suburban street, and glance more especially over the way, where Mrs Shepherd had two small houses, which she let out to desirable lodgers. Very often, at such times, Belinda's hands would fall listlessly on her lap, and her wistful blue eyes would seem to retire into their dark depths, as if to ponder over some secret, known only to herself. bbox=[938, 576, 1106, 820]
paragraph: Class 5—Any other variety of Game (no entry). bbox=[389, 1217, 546, 1227]
paragraph: Whilst Mrs Mason had had a great many searchings of heart with regard to her daughter Belinda. She feared, with much searching, that something of the old Adam was cropping out in the little seventeen-year-old maiden. Why had the child's father, now dead and gone, given her that outlandish name of Belinda? Unconsciously, Mrs Mason was following Mr Shandy's theory of Christian names; and though she knew nothing of Pope, or of the Rape of the Lock, and of the associations with her daughter's classic appellation, still she felt that there was a worldliness in the sound, and that if the little maid had been called Sarah, or Hannah, or Rebecca, something Scriptural in fact, she would not have had so many apprehensions about her. bbox=[938, 427, 1106, 577]
paragraph: Class 60—One entry. No prize; not sufficient merit. bbox=[566, 1204, 744, 1224]
paragraph: from Rolleston, was also got off satisfactorily with the exception of two of the contestants, one of whom particularly, named after the late Premier, by Julius Vogel, justified his nomenclature by failing to “come home” up to the close of the show. There was some good work done by the others, and in connection with the poultry, the time being good for the distance, when it is recollected that the birds had to be brought to the hall from the residences of their owners, some of whom lived a long way off. It is satisfactory to be able to record that there was not a single protest against the awards of the judges, which is somewhat of a rarity at exhibitions in Canterbury. bbox=[380, 37, 558, 159]
paragraph: Class 70—Jacobins (two entries)—1st prize, James Wilkin (yellow); 2nd, Albert Williams. bbox=[566, 1459, 744, 1479]
paragraph: Class 76—Owls (one entry)—1st prize, James Wilkin (blue). bbox=[752, 111, 930, 131]
paragraph: Class 17—Any variety (under 12 months)—Cock to be shown unclubbed—No entry. bbox=[566, 213, 744, 232]
paragraph: Class 24—Any other variety Dorkings (one entry)—No prize, only exhibit disqualified. bbox=[566, 376, 744, 395]
section-rule bbox=[194, 855, 372, 858]
